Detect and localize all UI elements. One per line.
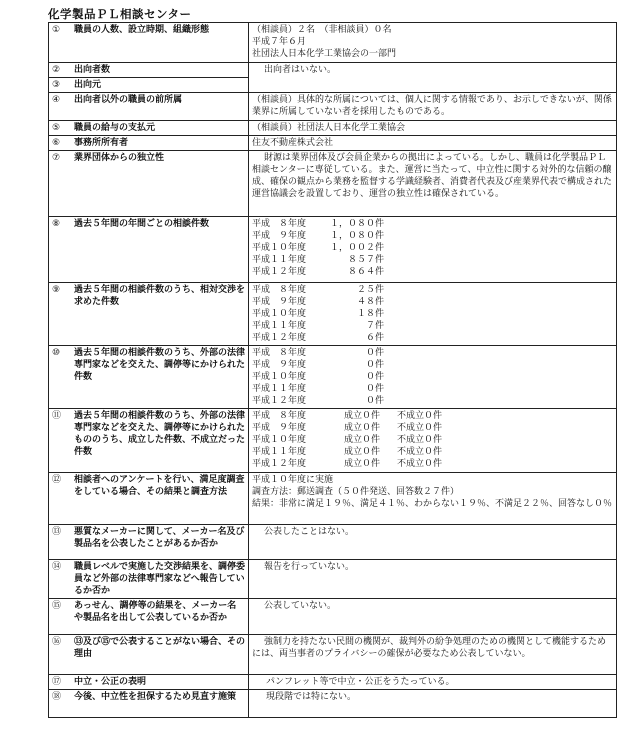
answer-cell: （相談員）社団法人日本化学工業協会: [249, 121, 617, 136]
question-cell: ⑤ 職員の給与の支払元: [49, 121, 249, 136]
row-9: [49, 283, 617, 346]
row-1: [49, 23, 617, 63]
answer-cell: 現段階では特にない。: [249, 690, 617, 718]
page-title: 化学製品ＰＬ相談センター: [48, 7, 192, 21]
row-10: [49, 346, 617, 409]
count-row: 平成 ９年度 ４８件: [252, 297, 384, 307]
count-row: 平成 ９年度 １，０８０件: [252, 231, 384, 241]
survey-method: 調査方法：郵送調査（５０件発送、回答数２７件）: [252, 487, 460, 497]
row-8: [49, 217, 617, 283]
row-15: [49, 599, 617, 635]
answer-cell: 強制力を持たない民間の機関が、裁判外の紛争処理のための機関として機能するためには、両当事者のプライバシーの確保が必要なため公表していない。: [249, 635, 617, 675]
survey-result: 結果：非常に満足１９％、満足４１％、わからない１９％、不満足２２％、回答なし０％: [252, 499, 613, 509]
question-cell: ⑨ 過去５年間の相談件数のうち、相対交渉を求めた件数: [49, 283, 249, 346]
count-row: 平成１０年度 １８件: [252, 309, 384, 319]
row-14: [49, 560, 617, 599]
row-2: [49, 63, 617, 78]
question-cell: ⑧ 過去５年間の年間ごとの相談件数: [49, 217, 249, 283]
answer-cell: [249, 283, 617, 346]
answer-cell: 財源は業界団体及び会員企業からの拠出によっている。しかし、職員は化学製品ＰＬ相談センターに専従している。また、運営に当たって、中立性に関する対外的な信頼の醸成、確保の観点から業務を監督する学識経験者、消費者代表及び産業界代表で構成された運営協議会を設置しており、運営の独立性は確保されている。: [249, 151, 617, 217]
question-cell: ⑭ 職員レベルで実施した交渉結果を、調停委員など外部の法律専門家などへ報告しているか否か: [49, 560, 249, 599]
question-cell: ⑫ 相談者へのアンケートを行い、満足度調査をしている場合、その結果と調査方法: [49, 473, 249, 525]
question-cell: ⑯ ⑬及び⑮で公表することがない場合、その理由: [49, 635, 249, 675]
count-row: 平成１１年度 ８５７件: [252, 255, 384, 265]
question-cell: ① 職員の人数、設立時期、組織形態: [49, 23, 249, 63]
founded-date: 平成７年６月: [252, 37, 307, 47]
question-cell: ⑦ 業界団体からの独立性: [49, 151, 249, 217]
question-cell: ⑰ 中立・公正の表明: [49, 675, 249, 690]
row-18: [49, 690, 617, 718]
answer-cell: 公表していない。: [249, 599, 617, 635]
organization-type: 社団法人日本化学工業協会の一部門: [252, 49, 397, 59]
row-11: [49, 409, 617, 473]
question-cell: ⑪ 過去５年間の相談件数のうち、外部の法律専門家などを交えた、調停等にかけられたもののうち、成立した件数、不成立だった件数: [49, 409, 249, 473]
count-row: 平成１０年度 ０件: [252, 372, 384, 382]
count-row: 平成 ８年度 ２５件: [252, 285, 384, 295]
answer-cell: [249, 217, 617, 283]
row-6: [49, 136, 617, 151]
row-13: [49, 525, 617, 560]
row-16: [49, 635, 617, 675]
answer-cell: 報告を行っていない。: [249, 560, 617, 599]
count-row: 平成１２年度 ０件: [252, 396, 384, 406]
row-17: [49, 675, 617, 690]
count-row: 平成１０年度 １，００２件: [252, 243, 384, 253]
count-row: 平成１２年度 ６件: [252, 333, 384, 343]
answer-cell: [249, 409, 617, 473]
count-row: 平成１２年度 成立０件 不成立０件: [252, 459, 442, 469]
question-cell: ④ 出向者以外の職員の前所属: [49, 93, 249, 121]
question-cell: ⑬ 悪質なメーカーに関して、メーカー名及び製品名を公表したことがあるか否か: [49, 525, 249, 560]
answer-cell: パンフレット等で中立・公正をうたっている。: [249, 675, 617, 690]
row-4: [49, 93, 617, 121]
question-cell: ⑩ 過去５年間の相談件数のうち、外部の法律専門家などを交えた、調停等にかけられた件数: [49, 346, 249, 409]
count-row: 平成 ９年度 ０件: [252, 360, 384, 370]
answer-cell: 公表したことはない。: [249, 525, 617, 560]
row-7: [49, 151, 617, 217]
question-cell: ② 出向者数: [49, 63, 249, 78]
count-row: 平成１１年度 ７件: [252, 321, 384, 331]
question-cell: ⑥ 事務所所有者: [49, 136, 249, 151]
count-row: 平成 ８年度 １，０８０件: [252, 219, 384, 229]
answer-cell: [249, 473, 617, 525]
row-5: [49, 121, 617, 136]
info-table: [48, 22, 617, 718]
count-row: 平成 ８年度 ０件: [252, 348, 384, 358]
count-row: 平成１１年度 ０件: [252, 384, 384, 394]
survey-date: 平成１０年度に実施: [252, 475, 334, 485]
count-row: 平成１１年度 成立０件 不成立０件: [252, 447, 442, 457]
question-cell: ③ 出向元: [49, 78, 249, 93]
count-row: 平成１２年度 ８６４件: [252, 267, 384, 277]
count-row: 平成１０年度 成立０件 不成立０件: [252, 435, 442, 445]
answer-cell: [249, 23, 617, 63]
row-12: [49, 473, 617, 525]
staff-count: （相談員）２名 （非相談員）０名: [252, 25, 392, 35]
question-cell: ⑱ 今後、中立性を担保するため見直す施策: [49, 690, 249, 718]
count-row: 平成 ８年度 成立０件 不成立０件: [252, 411, 442, 421]
count-row: 平成 ９年度 成立０件 不成立０件: [252, 423, 442, 433]
question-cell: ⑮ あっせん、調停等の結果を、メーカー名や製品名を出して公表しているか否か: [49, 599, 249, 635]
answer-cell: 住友不動産株式会社: [249, 136, 617, 151]
answer-cell: [249, 346, 617, 409]
answer-cell: （相談員）具体的な所属については、個人に関する情報であり、お示しできないが、関係業界に所属していない者を採用したものである。: [249, 93, 617, 121]
answer-cell: 出向者はいない。: [249, 63, 617, 93]
